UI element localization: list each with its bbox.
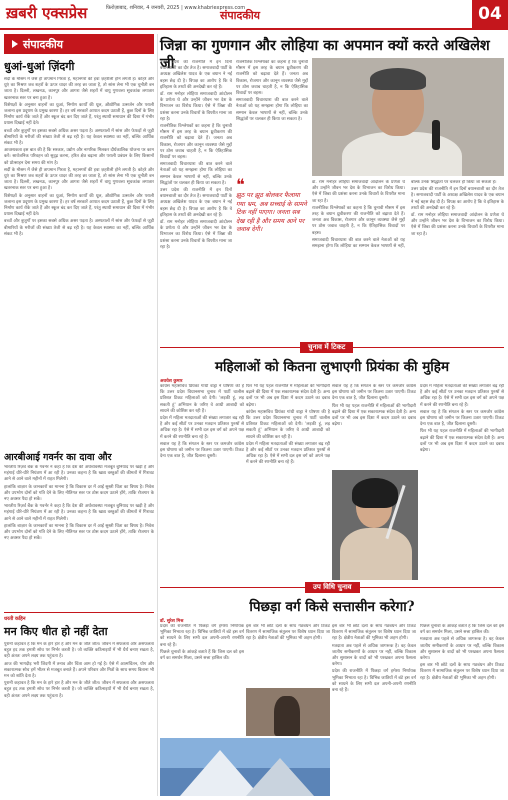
lead-story-column-2 (236, 60, 308, 170)
paragraph: डॉ. राम मनोहर लोहिया समाजवादी आंदोलन के प्रणेता थे और उन्होंने जीवन भर देश के विभाजन का विरोध किया। ऐसे में जिन्ना की प्रशंसा करना उनके विचारों के विपरीत माना जा रहा है। (312, 180, 405, 204)
arrow-icon (12, 40, 18, 48)
lower-left-label: धरती कहिन (4, 616, 26, 622)
paragraph: डॉ. राम मनोहर लोहिया समाजवादी आंदोलन के प्रणेता थे और उन्होंने जीवन भर देश के विभाजन का विरोध किया। ऐसे में जिन्ना की प्रशंसा करना उनके विचारों के विपरीत माना जा रहा है। (160, 220, 232, 250)
paragraph: सवाल यह है कि संगठन के स्तर पर कमजोर कांग्रेस इस घोषणा को जमीन पर कितना उतार पाएगी। टिकट देना एक बात है, जीत दिलाना दूसरी। (420, 409, 504, 428)
paragraph: सर्दी के मौसम में जैसे ही तापमान गिरता है, महानगरों की हवा ज़हरीली होने लगती है। कोहरे और धुएं का मिश्रण जब शहरों के ऊपर चादर की तरह छा जाता है, तो सांस लेना भी एक चुनौती बन जाता है। दिल्ली, लखनऊ, कानपुर और आगरा जैसे शहरों में वायु गुणवत्ता सूचकांक लगातार खतरनाक स्तर पर बना हुआ है। (4, 167, 154, 192)
bypoll-column-2 (246, 624, 330, 684)
bypoll-column-1 (160, 624, 244, 734)
paragraph: पिछले चुनावों के आंकड़े बताते हैं कि जिस दल को इस वर्ग का समर्थन मिला, उसने सत्ता हासिल की। (160, 649, 244, 662)
priyanka-story-headline: महिलाओं को कितना लुभाएगी प्रियंका की मुहिम (214, 359, 450, 375)
priyanka-column-3 (332, 384, 416, 469)
bypoll-story-headline: पिछड़ा वर्ग किसे सत्तासीन करेगा? (249, 599, 415, 615)
paragraph: हालांकि बाज़ार के जानकारों का मानना है कि विकास दर में आई सुस्ती चिंता का विषय है। निवेश और उपभोग दोनों को गति देने के लिए नीतिगत स्तर पर ठोस कदम उठाने होंगे, ताकि रोजगार के नए अवसर पैदा हो सकें। (4, 523, 154, 542)
paragraph: मतदाता अब पहले से अधिक जागरूक है। वह केवल जातीय समीकरणों के आधार पर नहीं, बल्कि विकास और सुशासन के वादों को भी परखकर अपना फैसला करेगा। (332, 643, 416, 668)
masthead (0, 0, 508, 30)
paragraph: विशेषज्ञों के अनुसार वाहनों का धुआं, निर्माण कार्यों की धूल, औद्योगिक उत्सर्जन और पराली जलाना इस प्रदूषण के प्रमुख कारण हैं। हर वर्ष सरकारें आपात कदम उठाती हैं, कुछ दिनों के लिए निर्माण कार्य रोके जाते हैं और स्कूल बंद कर दिए जाते हैं, परंतु स्थायी समाधान की दिशा में गंभीर प्रयास दिखाई नहीं देते। (4, 193, 154, 218)
paragraph: फिर भी यह पहल राजनीति में महिलाओं की भागीदारी बढ़ाने की दिशा में एक सकारात्मक संदेश देती है। अन्य दलों पर भी अब इस दिशा में कदम उठाने का दबाव बढ़ेगा। (246, 384, 330, 408)
paragraph: बच्चों और बुजुर्गों पर इसका सबसे अधिक असर पड़ता है। अस्पतालों में सांस और फेफड़ों से जुड़ी बीमारियों के मरीजों की संख्या तेजी से बढ़ रही है। यह केवल स्वास्थ्य का नहीं, बल्कि आर्थिक संकट भी है। (4, 128, 154, 147)
paragraph: आवश्यकता इस बात की है कि सरकार, उद्योग और नागरिक मिलकर दीर्घकालिक योजना पर काम करें। सार्वजनिक परिवहन को सुदृढ़ करना, हरित क्षेत्र बढ़ाना और पराली प्रबंधन के लिए किसानों को प्रोत्साहन देना समय की मांग है। (4, 148, 154, 166)
priyanka-column-4 (420, 384, 504, 580)
editorial-headline: धुआं-धुआं ज़िंदगी (4, 60, 75, 73)
paragraph: फिर भी यह पहल राजनीति में महिलाओं की भागीदारी बढ़ाने की दिशा में एक सकारात्मक संदेश देती है। अन्य दलों पर भी अब इस दिशा में कदम उठाने का दबाव बढ़ेगा। (332, 403, 416, 428)
paragraph: डॉ. राम मनोहर लोहिया समाजवादी आंदोलन के प्रणेता थे और उन्होंने जीवन भर देश के विभाजन का विरोध किया। ऐसे में जिन्ना की प्रशंसा करना उनके विचारों के विपरीत माना जा रहा है। (160, 92, 232, 122)
paragraph: राजनीतिक विश्लेषकों का कहना है कि चुनावी मौसम में इस तरह के बयान ध्रुवीकरण की राजनीति को बढ़ावा देते हैं। जनता अब विकास, रोजगार और कानून व्यवस्था जैसे मुद्दों पर ठोस जवाब चाहती है, न कि ऐतिहासिक विवादों पर बहस। (236, 60, 308, 97)
paragraph: कांग्रेस महासचिव प्रियंका गांधी वाड्रा ने घोषणा की है कि उत्तर प्रदेश विधानसभा चुनाव में पार्टी चालीस प्रतिशत टिकट महिलाओं को देगी। 'लड़की हूं, लड़ सकती हूं' अभियान के जरिए वे आधी आबादी को साधने की कोशिश कर रही हैं। (246, 409, 330, 440)
section-strip-bypoll (160, 582, 504, 593)
paragraph: सवाल यह है कि संगठन के स्तर पर कमजोर कांग्रेस इस घोषणा को जमीन पर कितना उतार पाएगी। टिकट देना एक बात है, जीत दिलाना दूसरी। (160, 441, 244, 460)
paragraph: समाजवादी विचारधारा की बात करने वाले नेताओं को यह समझना होगा कि लोहिया का सम्मान केवल भाषणों से नहीं, बल्कि उनके सिद्धांतों पर चलकर ही किया जा सकता है। (312, 180, 497, 250)
paragraph: इस बार भी छोटे दलों के साथ गठबंधन और टिकट वितरण में सामाजिक संतुलन पर विशेष ध्यान दिया जा रहा है। क्षेत्रीय नेताओं की भूमिका भी अहम होगी। (332, 624, 416, 642)
paragraph: राजनीतिक विश्लेषकों का कहना है कि चुनावी मौसम में इस तरह के बयान ध्रुवीकरण की राजनीति को बढ़ावा देते हैं। जनता अब विकास, रोजगार और कानून व्यवस्था जैसे मुद्दों पर ठोस जवाब चाहती है, न कि ऐतिहासिक विवादों पर बहस। (160, 124, 232, 161)
section-strip-label: उप विधि चुनाव (305, 582, 360, 593)
section-strip-label: चुनाव में टिकट (300, 342, 353, 353)
editorial-sub-body (4, 465, 154, 625)
page-number: 04 (472, 0, 508, 28)
editorial-banner (4, 34, 154, 54)
byline: अवधेश कुमार (160, 379, 183, 384)
bypoll-photo (246, 688, 330, 736)
byline: डॉ. सुरेश मिश्र (160, 619, 184, 624)
bypoll-column-3 (332, 624, 416, 796)
paragraph: उत्तर प्रदेश की राजनीति में इन दिनों बयानबाजी का दौर तेज है। समाजवादी पार्टी के अध्यक्ष अखिलेश यादव के एक बयान ने नई बहस छेड़ दी है। विपक्ष का आरोप है कि वे इतिहास के तथ्यों की अनदेखी कर रहे हैं। (160, 188, 232, 218)
paragraph: भारतीय रिज़र्व बैंक के गवर्नर ने कहा है कि देश की अर्थव्यवस्था मजबूत बुनियाद पर खड़ी है और महंगाई धीरे-धीरे नियंत्रण में आ रही है। उनका कहना है कि खाद्य वस्तुओं की कीमतों में गिरावट आने से आने वाले महीनों में राहत मिलेगी। (4, 504, 154, 522)
editorial-sub-headline: आरबीआई गवर्नर का दावा और (4, 452, 112, 463)
paragraph: कांग्रेस महासचिव प्रियंका गांधी वाड्रा ने घोषणा की है कि उत्तर प्रदेश विधानसभा चुनाव में पार्टी चालीस प्रतिशत टिकट महिलाओं को देगी। 'लड़की हूं, लड़ सकती हूं' अभियान के जरिए वे आधी आबादी को साधने की कोशिश कर रही हैं। (160, 384, 244, 414)
lead-story-column-1 (160, 60, 232, 310)
paragraph: सवाल यह है कि संगठन के स्तर पर कमजोर कांग्रेस इस घोषणा को जमीन पर कितना उतार पाएगी। टिकट देना एक बात है, जीत दिलाना दूसरी। (332, 384, 416, 402)
priyanka-photo (332, 470, 418, 580)
paragraph: भारतीय रिज़र्व बैंक के गवर्नर ने कहा है कि देश की अर्थव्यवस्था मजबूत बुनियाद पर खड़ी है और महंगाई धीरे-धीरे नियंत्रण में आ रही है। उनका कहना है कि खाद्य वस्तुओं की कीमतों में गिरावट आने से आने वाले महीनों में राहत मिलेगी। (4, 465, 154, 483)
paragraph: उत्तर प्रदेश की राजनीति में इन दिनों बयानबाजी का दौर तेज है। समाजवादी पार्टी के अध्यक्ष अखिलेश यादव के एक बयान ने नई बहस छेड़ दी है। विपक्ष का आरोप है कि वे इतिहास के तथ्यों की अनदेखी कर रहे हैं। (411, 187, 504, 211)
section-divider (4, 612, 154, 613)
paragraph: आज की भागदौड़ भरी जिंदगी में तनाव और चिंता आम हो गई है। ऐसे में आत्मचिंतन, योग और सकारात्मक सोच हमें भीतर से मजबूत बनाते हैं। अपने परिवार और मित्रों के साथ समय बिताना भी मन को शांति देता है। (4, 661, 154, 680)
priyanka-column-2 (246, 384, 330, 580)
paragraph: डॉ. राम मनोहर लोहिया समाजवादी आंदोलन के प्रणेता थे और उन्होंने जीवन भर देश के विभाजन का विरोध किया। ऐसे में जिन्ना की प्रशंसा करना उनके विचारों के विपरीत माना जा रहा है। (411, 213, 504, 237)
paragraph: प्रदेश में महिला मतदाताओं की संख्या लगातार बढ़ रही है और कई सीटों पर उनका मतदान प्रतिशत पुरुषों से अधिक रहा है। ऐसे में सभी दल इस वर्ग को अपने पक्ष में करने की रणनीति बना रहे हैं। (246, 441, 330, 466)
priyanka-column-1 (160, 384, 244, 580)
paragraph: फिर भी यह पहल राजनीति में महिलाओं की भागीदारी बढ़ाने की दिशा में एक सकारात्मक संदेश देती है। अन्य दलों पर भी अब इस दिशा में कदम उठाने का दबाव बढ़ेगा। (420, 429, 504, 454)
newspaper-brand: ख़बरी एक्सप्रेस (6, 4, 88, 22)
lower-left-headline: मन किए धीत हो नहीं देता (4, 625, 108, 638)
dateline: फ़िरोज़ाबाद, शनिवार, 4 जनवरी, 2025 | www.khabriexpress.com (106, 5, 246, 11)
section-label: संपादकीय (220, 9, 261, 22)
editorial-body (4, 77, 154, 447)
paragraph: राजनीतिक विश्लेषकों का कहना है कि चुनावी मौसम में इस तरह के बयान ध्रुवीकरण की राजनीति को बढ़ावा देते हैं। जनता अब विकास, रोजगार और कानून व्यवस्था जैसे मुद्दों पर ठोस जवाब चाहती है, न कि ऐतिहासिक विवादों पर बहस। (312, 205, 405, 236)
paragraph: मतदाता अब पहले से अधिक जागरूक है। वह केवल जातीय समीकरणों के आधार पर नहीं, बल्कि विकास और सुशासन के वादों को भी परखकर अपना फैसला करेगा। (420, 637, 504, 662)
akhilesh-photo (312, 58, 504, 176)
quote-icon: ❝ (236, 175, 245, 194)
column-divider (157, 34, 158, 796)
pull-quote-text: झूठ पर झूठ बोलकर फैलाया गया भ्रम, अब सच्चाई के सामने टिक नहीं पाएगा। जनता सब देख रही है और समय आने पर जवाब देगी। (236, 192, 307, 233)
paragraph: प्रदेश में महिला मतदाताओं की संख्या लगातार बढ़ रही है और कई सीटों पर उनका मतदान प्रतिशत पुरुषों से अधिक रहा है। ऐसे में सभी दल इस वर्ग को अपने पक्ष में करने की रणनीति बना रहे हैं। (160, 416, 244, 440)
paragraph: विशेषज्ञों के अनुसार वाहनों का धुआं, निर्माण कार्यों की धूल, औद्योगिक उत्सर्जन और पराली जलाना इस प्रदूषण के प्रमुख कारण हैं। हर वर्ष सरकारें आपात कदम उठाती हैं, कुछ दिनों के लिए निर्माण कार्य रोके जाते हैं और स्कूल बंद कर दिए जाते हैं, परंतु स्थायी समाधान की दिशा में गंभीर प्रयास दिखाई नहीं देते। (4, 102, 154, 127)
paragraph: बच्चों और बुजुर्गों पर इसका सबसे अधिक असर पड़ता है। अस्पतालों में सांस और फेफड़ों से जुड़ी बीमारियों के मरीजों की संख्या तेजी से बढ़ रही है। यह केवल स्वास्थ्य का नहीं, बल्कि आर्थिक संकट भी है। (4, 219, 154, 237)
paragraph: इस बार भी छोटे दलों के साथ गठबंधन और टिकट वितरण में सामाजिक संतुलन पर विशेष ध्यान दिया जा रहा है। क्षेत्रीय नेताओं की भूमिका भी अहम होगी। (246, 624, 330, 642)
section-strip-election (160, 342, 504, 353)
editorial-banner-label: संपादकीय (23, 37, 64, 51)
paragraph: समाजवादी विचारधारा की बात करने वाले नेताओं को यह समझना होगा कि लोहिया का सम्मान केवल भाषणों से नहीं, बल्कि उनके सिद्धांतों पर चलकर ही किया जा सकता है। (160, 162, 232, 186)
paragraph: प्रदेश की राजनीति में पिछड़ा वर्ग हमेशा निर्णायक भूमिका निभाता रहा है। विभिन्न जातियों में बंटे इस वर्ग को साधने के लिए सभी दल अपनी-अपनी रणनीति बना रहे हैं। (160, 624, 244, 648)
pull-quote (236, 175, 308, 235)
paragraph: पुरानी कहावत है कि मन के हारे हार है और मन के जीते जीत। जीवन में सफलता और असफलता बहुत हद तक हमारी सोच पर निर्भर करती है। जो व्यक्ति कठिनाइयों में भी धैर्य बनाए रखता है, वही अंततः अपने लक्ष्य तक पहुंचता है। (4, 681, 154, 699)
paragraph: प्रदेश की राजनीति में पिछड़ा वर्ग हमेशा निर्णायक भूमिका निभाता रहा है। विभिन्न जातियों में बंटे इस वर्ग को साधने के लिए सभी दल अपनी-अपनी रणनीति बना रहे हैं। (332, 669, 416, 694)
bypoll-column-4 (420, 624, 504, 796)
paragraph: उत्तर प्रदेश की राजनीति में इन दिनों बयानबाजी का दौर तेज है। समाजवादी पार्टी के अध्यक्ष अखिलेश यादव के एक बयान ने नई बहस छेड़ दी है। विपक्ष का आरोप है कि वे इतिहास के तथ्यों की अनदेखी कर रहे हैं। (160, 60, 232, 90)
lower-left-body (4, 642, 154, 796)
paragraph: समाजवादी विचारधारा की बात करने वाले नेताओं को यह समझना होगा कि लोहिया का सम्मान केवल भाषणों से नहीं, बल्कि उनके सिद्धांतों पर चलकर ही किया जा सकता है। (236, 98, 308, 122)
editorial-column (4, 34, 154, 625)
paragraph: प्रदेश में महिला मतदाताओं की संख्या लगातार बढ़ रही है और कई सीटों पर उनका मतदान प्रतिशत पुरुषों से अधिक रहा है। ऐसे में सभी दल इस वर्ग को अपने पक्ष में करने की रणनीति बना रहे हैं। (420, 384, 504, 408)
paragraph: इस बार भी छोटे दलों के साथ गठबंधन और टिकट वितरण में सामाजिक संतुलन पर विशेष ध्यान दिया जा रहा है। क्षेत्रीय नेताओं की भूमिका भी अहम होगी। (420, 663, 504, 681)
lead-story-columns-right (312, 180, 504, 338)
paragraph: हालांकि बाज़ार के जानकारों का मानना है कि विकास दर में आई सुस्ती चिंता का विषय है। निवेश और उपभोग दोनों को गति देने के लिए नीतिगत स्तर पर ठोस कदम उठाने होंगे, ताकि रोजगार के नए अवसर पैदा हो सकें। (4, 484, 154, 503)
paragraph: पुरानी कहावत है कि मन के हारे हार है और मन के जीते जीत। जीवन में सफलता और असफलता बहुत हद तक हमारी सोच पर निर्भर करती है। जो व्यक्ति कठिनाइयों में भी धैर्य बनाए रखता है, वही अंततः अपने लक्ष्य तक पहुंचता है। (4, 642, 154, 660)
lead-story-headline: जिन्ना का गुणगान और लोहिया का अपमान क्यों करते अखिलेश जी (160, 37, 490, 72)
paragraph: सर्दी के मौसम में जैसे ही तापमान गिरता है, महानगरों की हवा ज़हरीली होने लगती है। कोहरे और धुएं का मिश्रण जब शहरों के ऊपर चादर की तरह छा जाता है, तो सांस लेना भी एक चुनौती बन जाता है। दिल्ली, लखनऊ, कानपुर और आगरा जैसे शहरों में वायु गुणवत्ता सूचकांक लगातार खतरनाक स्तर पर बना हुआ है। (4, 77, 154, 101)
paragraph: पिछले चुनावों के आंकड़े बताते हैं कि जिस दल को इस वर्ग का समर्थन मिला, उसने सत्ता हासिल की। (420, 624, 504, 636)
mountain-illustration (160, 738, 330, 796)
